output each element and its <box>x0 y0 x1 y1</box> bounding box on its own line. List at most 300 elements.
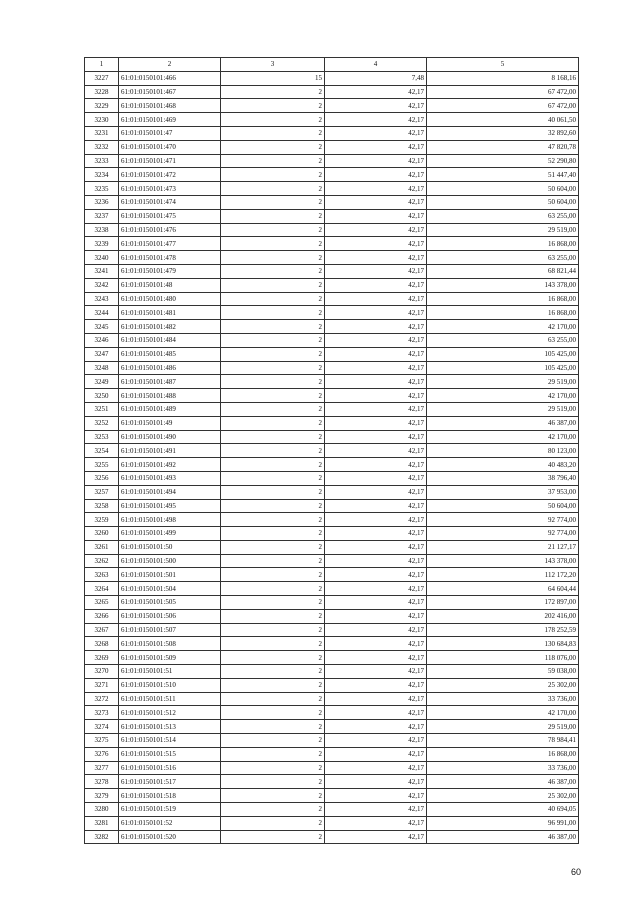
table-cell: 61:01:0150101:47 <box>119 126 221 140</box>
table-cell: 61:01:0150101:512 <box>119 706 221 720</box>
table-row <box>85 775 579 789</box>
table-cell: 3257 <box>85 485 119 499</box>
table-cell: 42,17 <box>325 609 427 623</box>
table-cell: 29 519,00 <box>427 223 579 237</box>
table-cell: 42,17 <box>325 278 427 292</box>
table-cell: 3234 <box>85 168 119 182</box>
table-row <box>85 223 579 237</box>
table-cell: 61:01:0150101:517 <box>119 775 221 789</box>
data-table <box>84 57 579 844</box>
table-cell: 42,17 <box>325 223 427 237</box>
table-row <box>85 154 579 168</box>
table-cell: 42,17 <box>325 623 427 637</box>
table-cell: 3250 <box>85 389 119 403</box>
table-row <box>85 678 579 692</box>
table-cell: 105 425,00 <box>427 347 579 361</box>
table-cell: 42,17 <box>325 416 427 430</box>
table-cell: 42,17 <box>325 85 427 99</box>
table-row <box>85 402 579 416</box>
table-cell: 61:01:0150101:469 <box>119 113 221 127</box>
table-cell: 51 447,40 <box>427 168 579 182</box>
table-cell: 61:01:0150101:473 <box>119 182 221 196</box>
table-cell: 7,48 <box>325 71 427 85</box>
table-cell: 42,17 <box>325 803 427 817</box>
table-cell: 143 378,00 <box>427 278 579 292</box>
table-cell: 61:01:0150101:508 <box>119 637 221 651</box>
table-cell: 61:01:0150101:480 <box>119 292 221 306</box>
table-cell: 42,17 <box>325 527 427 541</box>
table-cell: 67 472,00 <box>427 99 579 113</box>
table-row <box>85 292 579 306</box>
table-cell: 3275 <box>85 734 119 748</box>
table-cell: 3269 <box>85 651 119 665</box>
table-cell: 3229 <box>85 99 119 113</box>
table-row <box>85 734 579 748</box>
table-row <box>85 513 579 527</box>
table-cell: 2 <box>221 292 325 306</box>
table-cell: 40 694,05 <box>427 803 579 817</box>
header-row <box>85 58 579 72</box>
table-row <box>85 278 579 292</box>
table-cell: 42,17 <box>325 775 427 789</box>
table-cell: 143 378,00 <box>427 554 579 568</box>
table-cell: 42,17 <box>325 292 427 306</box>
table-cell: 2 <box>221 747 325 761</box>
table-row <box>85 375 579 389</box>
table-cell: 2 <box>221 678 325 692</box>
table-cell: 61:01:0150101:511 <box>119 692 221 706</box>
table-cell: 42,17 <box>325 692 427 706</box>
table-row <box>85 761 579 775</box>
table-row <box>85 596 579 610</box>
table-cell: 2 <box>221 320 325 334</box>
table-row <box>85 416 579 430</box>
table-cell: 3249 <box>85 375 119 389</box>
table-cell: 42,17 <box>325 540 427 554</box>
table-cell: 2 <box>221 361 325 375</box>
table-cell: 61:01:0150101:509 <box>119 651 221 665</box>
table-cell: 61:01:0150101:504 <box>119 582 221 596</box>
table-cell: 61:01:0150101:477 <box>119 237 221 251</box>
table-cell: 29 519,00 <box>427 375 579 389</box>
table-cell: 16 868,00 <box>427 237 579 251</box>
table-row <box>85 182 579 196</box>
table-cell: 3276 <box>85 747 119 761</box>
table-cell: 59 038,00 <box>427 665 579 679</box>
table-cell: 3243 <box>85 292 119 306</box>
table-row <box>85 209 579 223</box>
table-cell: 33 736,00 <box>427 692 579 706</box>
table-cell: 25 302,00 <box>427 789 579 803</box>
table-cell: 50 604,00 <box>427 182 579 196</box>
table-cell: 42,17 <box>325 333 427 347</box>
table-row <box>85 113 579 127</box>
table-cell: 61:01:0150101:513 <box>119 720 221 734</box>
table-cell: 202 416,00 <box>427 609 579 623</box>
header-cell-1: 1 <box>85 58 119 72</box>
table-cell: 61:01:0150101:468 <box>119 99 221 113</box>
table-row <box>85 444 579 458</box>
table-row <box>85 389 579 403</box>
table-cell: 61:01:0150101:466 <box>119 71 221 85</box>
table-cell: 61:01:0150101:498 <box>119 513 221 527</box>
table-cell: 3273 <box>85 706 119 720</box>
table-cell: 61:01:0150101:467 <box>119 85 221 99</box>
table-cell: 61:01:0150101:493 <box>119 471 221 485</box>
table-cell: 40 061,50 <box>427 113 579 127</box>
table-cell: 25 302,00 <box>427 678 579 692</box>
table-cell: 61:01:0150101:501 <box>119 568 221 582</box>
table-cell: 3245 <box>85 320 119 334</box>
table-cell: 42,17 <box>325 816 427 830</box>
table-cell: 2 <box>221 195 325 209</box>
table-row <box>85 816 579 830</box>
table-cell: 42,17 <box>325 430 427 444</box>
table-cell: 118 076,00 <box>427 651 579 665</box>
table-cell: 2 <box>221 527 325 541</box>
table-cell: 2 <box>221 471 325 485</box>
table-cell: 61:01:0150101:491 <box>119 444 221 458</box>
table-cell: 42,17 <box>325 596 427 610</box>
table-cell: 2 <box>221 761 325 775</box>
table-cell: 42,17 <box>325 720 427 734</box>
table-cell: 112 172,20 <box>427 568 579 582</box>
table-cell: 2 <box>221 223 325 237</box>
table-cell: 42,17 <box>325 237 427 251</box>
table-row <box>85 264 579 278</box>
table-cell: 61:01:0150101:470 <box>119 140 221 154</box>
table-row <box>85 361 579 375</box>
table-cell: 2 <box>221 830 325 844</box>
table-row <box>85 651 579 665</box>
table-cell: 42,17 <box>325 347 427 361</box>
table-cell: 2 <box>221 209 325 223</box>
table-cell: 3258 <box>85 499 119 513</box>
table-cell: 61:01:0150101:474 <box>119 195 221 209</box>
table-cell: 61:01:0150101:481 <box>119 306 221 320</box>
table-cell: 2 <box>221 692 325 706</box>
table-cell: 42,17 <box>325 734 427 748</box>
table-cell: 61:01:0150101:490 <box>119 430 221 444</box>
table-cell: 3252 <box>85 416 119 430</box>
table-cell: 61:01:0150101:494 <box>119 485 221 499</box>
table-cell: 42,17 <box>325 375 427 389</box>
table-cell: 29 519,00 <box>427 720 579 734</box>
table-cell: 3227 <box>85 71 119 85</box>
table-cell: 61:01:0150101:492 <box>119 458 221 472</box>
table-cell: 3263 <box>85 568 119 582</box>
table-cell: 42,17 <box>325 471 427 485</box>
header-cell-5: 5 <box>427 58 579 72</box>
table-cell: 61:01:0150101:49 <box>119 416 221 430</box>
table-cell: 2 <box>221 99 325 113</box>
table-cell: 2 <box>221 609 325 623</box>
table-cell: 3278 <box>85 775 119 789</box>
table-cell: 42,17 <box>325 678 427 692</box>
table-cell: 2 <box>221 416 325 430</box>
table-cell: 3281 <box>85 816 119 830</box>
table-cell: 3268 <box>85 637 119 651</box>
table-row <box>85 540 579 554</box>
table-row <box>85 789 579 803</box>
table-cell: 42,17 <box>325 168 427 182</box>
table-cell: 3271 <box>85 678 119 692</box>
header-cell-4: 4 <box>325 58 427 72</box>
table-cell: 61:01:0150101:475 <box>119 209 221 223</box>
table-cell: 61:01:0150101:478 <box>119 251 221 265</box>
table-cell: 3272 <box>85 692 119 706</box>
table-cell: 2 <box>221 113 325 127</box>
table-cell: 61:01:0150101:520 <box>119 830 221 844</box>
table-cell: 3279 <box>85 789 119 803</box>
table-cell: 42,17 <box>325 444 427 458</box>
table-cell: 61:01:0150101:514 <box>119 734 221 748</box>
table-cell: 3239 <box>85 237 119 251</box>
table-cell: 61:01:0150101:50 <box>119 540 221 554</box>
table-cell: 2 <box>221 182 325 196</box>
table-cell: 61:01:0150101:472 <box>119 168 221 182</box>
table-cell: 3248 <box>85 361 119 375</box>
table-cell: 61:01:0150101:489 <box>119 402 221 416</box>
table-row <box>85 623 579 637</box>
table-row <box>85 830 579 844</box>
table-cell: 172 897,00 <box>427 596 579 610</box>
table-cell: 61:01:0150101:52 <box>119 816 221 830</box>
table-cell: 61:01:0150101:471 <box>119 154 221 168</box>
table-cell: 2 <box>221 499 325 513</box>
table-cell: 2 <box>221 775 325 789</box>
table-cell: 3277 <box>85 761 119 775</box>
table-cell: 37 953,00 <box>427 485 579 499</box>
table-row <box>85 706 579 720</box>
table-row <box>85 85 579 99</box>
table-cell: 2 <box>221 568 325 582</box>
table-cell: 42,17 <box>325 582 427 596</box>
table-cell: 61:01:0150101:495 <box>119 499 221 513</box>
table-row <box>85 485 579 499</box>
table-cell: 3265 <box>85 596 119 610</box>
table-cell: 2 <box>221 513 325 527</box>
table-cell: 3244 <box>85 306 119 320</box>
table-cell: 42,17 <box>325 389 427 403</box>
table-cell: 3256 <box>85 471 119 485</box>
table-cell: 3261 <box>85 540 119 554</box>
table-cell: 2 <box>221 651 325 665</box>
table-cell: 3236 <box>85 195 119 209</box>
table-cell: 3262 <box>85 554 119 568</box>
table-cell: 42,17 <box>325 113 427 127</box>
table-cell: 61:01:0150101:487 <box>119 375 221 389</box>
table-cell: 42,17 <box>325 554 427 568</box>
table-cell: 61:01:0150101:507 <box>119 623 221 637</box>
table-cell: 3231 <box>85 126 119 140</box>
table-cell: 61:01:0150101:479 <box>119 264 221 278</box>
table-row <box>85 126 579 140</box>
table-cell: 3267 <box>85 623 119 637</box>
table-row <box>85 195 579 209</box>
table-cell: 42,17 <box>325 513 427 527</box>
table-cell: 42,17 <box>325 706 427 720</box>
table-row <box>85 609 579 623</box>
table-cell: 33 736,00 <box>427 761 579 775</box>
table-cell: 42 170,00 <box>427 320 579 334</box>
table-cell: 2 <box>221 430 325 444</box>
table-row <box>85 803 579 817</box>
table-row <box>85 720 579 734</box>
table-cell: 3264 <box>85 582 119 596</box>
table-row <box>85 582 579 596</box>
table-cell: 42,17 <box>325 209 427 223</box>
table-cell: 2 <box>221 582 325 596</box>
table-cell: 3282 <box>85 830 119 844</box>
table-row <box>85 99 579 113</box>
table-row <box>85 168 579 182</box>
table-cell: 29 519,00 <box>427 402 579 416</box>
table-cell: 42,17 <box>325 99 427 113</box>
table-cell: 2 <box>221 444 325 458</box>
table-cell: 3251 <box>85 402 119 416</box>
table-cell: 2 <box>221 333 325 347</box>
table-cell: 61:01:0150101:516 <box>119 761 221 775</box>
table-cell: 2 <box>221 168 325 182</box>
table-cell: 61:01:0150101:518 <box>119 789 221 803</box>
table-cell: 2 <box>221 347 325 361</box>
table-cell: 42,17 <box>325 637 427 651</box>
table-cell: 3237 <box>85 209 119 223</box>
table-cell: 2 <box>221 720 325 734</box>
table-cell: 3260 <box>85 527 119 541</box>
table-cell: 46 387,00 <box>427 775 579 789</box>
table-cell: 2 <box>221 706 325 720</box>
table-row <box>85 527 579 541</box>
table-cell: 42,17 <box>325 140 427 154</box>
table-cell: 50 604,00 <box>427 195 579 209</box>
table-cell: 42,17 <box>325 195 427 209</box>
table-cell: 2 <box>221 816 325 830</box>
table-cell: 96 991,00 <box>427 816 579 830</box>
header-cell-2: 2 <box>119 58 221 72</box>
table-cell: 3255 <box>85 458 119 472</box>
table-cell: 63 255,00 <box>427 209 579 223</box>
table-cell: 42,17 <box>325 126 427 140</box>
table-row <box>85 430 579 444</box>
table-row <box>85 637 579 651</box>
table-cell: 130 684,83 <box>427 637 579 651</box>
table-cell: 67 472,00 <box>427 85 579 99</box>
table-cell: 2 <box>221 278 325 292</box>
table-cell: 2 <box>221 306 325 320</box>
table-cell: 3232 <box>85 140 119 154</box>
table-cell: 42 170,00 <box>427 706 579 720</box>
table-cell: 42,17 <box>325 182 427 196</box>
table-cell: 2 <box>221 485 325 499</box>
table-row <box>85 320 579 334</box>
table-row <box>85 747 579 761</box>
table-row <box>85 347 579 361</box>
table-cell: 61:01:0150101:510 <box>119 678 221 692</box>
table-cell: 2 <box>221 596 325 610</box>
table-cell: 42,17 <box>325 568 427 582</box>
table-cell: 42,17 <box>325 306 427 320</box>
table-cell: 61:01:0150101:482 <box>119 320 221 334</box>
table-row <box>85 499 579 513</box>
table-cell: 80 123,00 <box>427 444 579 458</box>
table-cell: 3247 <box>85 347 119 361</box>
table-cell: 46 387,00 <box>427 830 579 844</box>
table-cell: 61:01:0150101:506 <box>119 609 221 623</box>
table-cell: 42,17 <box>325 320 427 334</box>
table-cell: 3246 <box>85 333 119 347</box>
table-cell: 78 984,41 <box>427 734 579 748</box>
table-cell: 3235 <box>85 182 119 196</box>
table-cell: 2 <box>221 540 325 554</box>
table-cell: 3230 <box>85 113 119 127</box>
table-cell: 42,17 <box>325 361 427 375</box>
table-cell: 42,17 <box>325 830 427 844</box>
table-cell: 40 483,20 <box>427 458 579 472</box>
table-cell: 2 <box>221 402 325 416</box>
table-cell: 61:01:0150101:51 <box>119 665 221 679</box>
table-cell: 3254 <box>85 444 119 458</box>
table-cell: 2 <box>221 154 325 168</box>
table-cell: 42,17 <box>325 747 427 761</box>
table-cell: 61:01:0150101:500 <box>119 554 221 568</box>
table-row <box>85 333 579 347</box>
table-cell: 2 <box>221 665 325 679</box>
table-cell: 3233 <box>85 154 119 168</box>
table-row <box>85 306 579 320</box>
table-cell: 3242 <box>85 278 119 292</box>
table-cell: 16 868,00 <box>427 292 579 306</box>
table-cell: 46 387,00 <box>427 416 579 430</box>
table-cell: 2 <box>221 554 325 568</box>
table-cell: 2 <box>221 375 325 389</box>
table-cell: 61:01:0150101:499 <box>119 527 221 541</box>
table-cell: 3228 <box>85 85 119 99</box>
table-cell: 2 <box>221 251 325 265</box>
table-cell: 68 821,44 <box>427 264 579 278</box>
table-cell: 50 604,00 <box>427 499 579 513</box>
table-cell: 16 868,00 <box>427 747 579 761</box>
table-cell: 61:01:0150101:485 <box>119 347 221 361</box>
table-cell: 2 <box>221 734 325 748</box>
table-cell: 42 170,00 <box>427 430 579 444</box>
table-row <box>85 554 579 568</box>
table-cell: 42,17 <box>325 761 427 775</box>
table-cell: 3241 <box>85 264 119 278</box>
table-row <box>85 665 579 679</box>
table-cell: 63 255,00 <box>427 251 579 265</box>
table-cell: 15 <box>221 71 325 85</box>
table-cell: 3270 <box>85 665 119 679</box>
table-cell: 92 774,00 <box>427 513 579 527</box>
table-cell: 16 868,00 <box>427 306 579 320</box>
table-row <box>85 140 579 154</box>
table-cell: 47 820,78 <box>427 140 579 154</box>
table-row <box>85 71 579 85</box>
table-cell: 2 <box>221 85 325 99</box>
table-cell: 61:01:0150101:476 <box>119 223 221 237</box>
table-cell: 42,17 <box>325 789 427 803</box>
table-cell: 42,17 <box>325 154 427 168</box>
table-cell: 2 <box>221 126 325 140</box>
table-cell: 3266 <box>85 609 119 623</box>
header-cell-3: 3 <box>221 58 325 72</box>
table-cell: 61:01:0150101:488 <box>119 389 221 403</box>
table-cell: 8 168,16 <box>427 71 579 85</box>
table-cell: 38 796,40 <box>427 471 579 485</box>
table-cell: 3280 <box>85 803 119 817</box>
